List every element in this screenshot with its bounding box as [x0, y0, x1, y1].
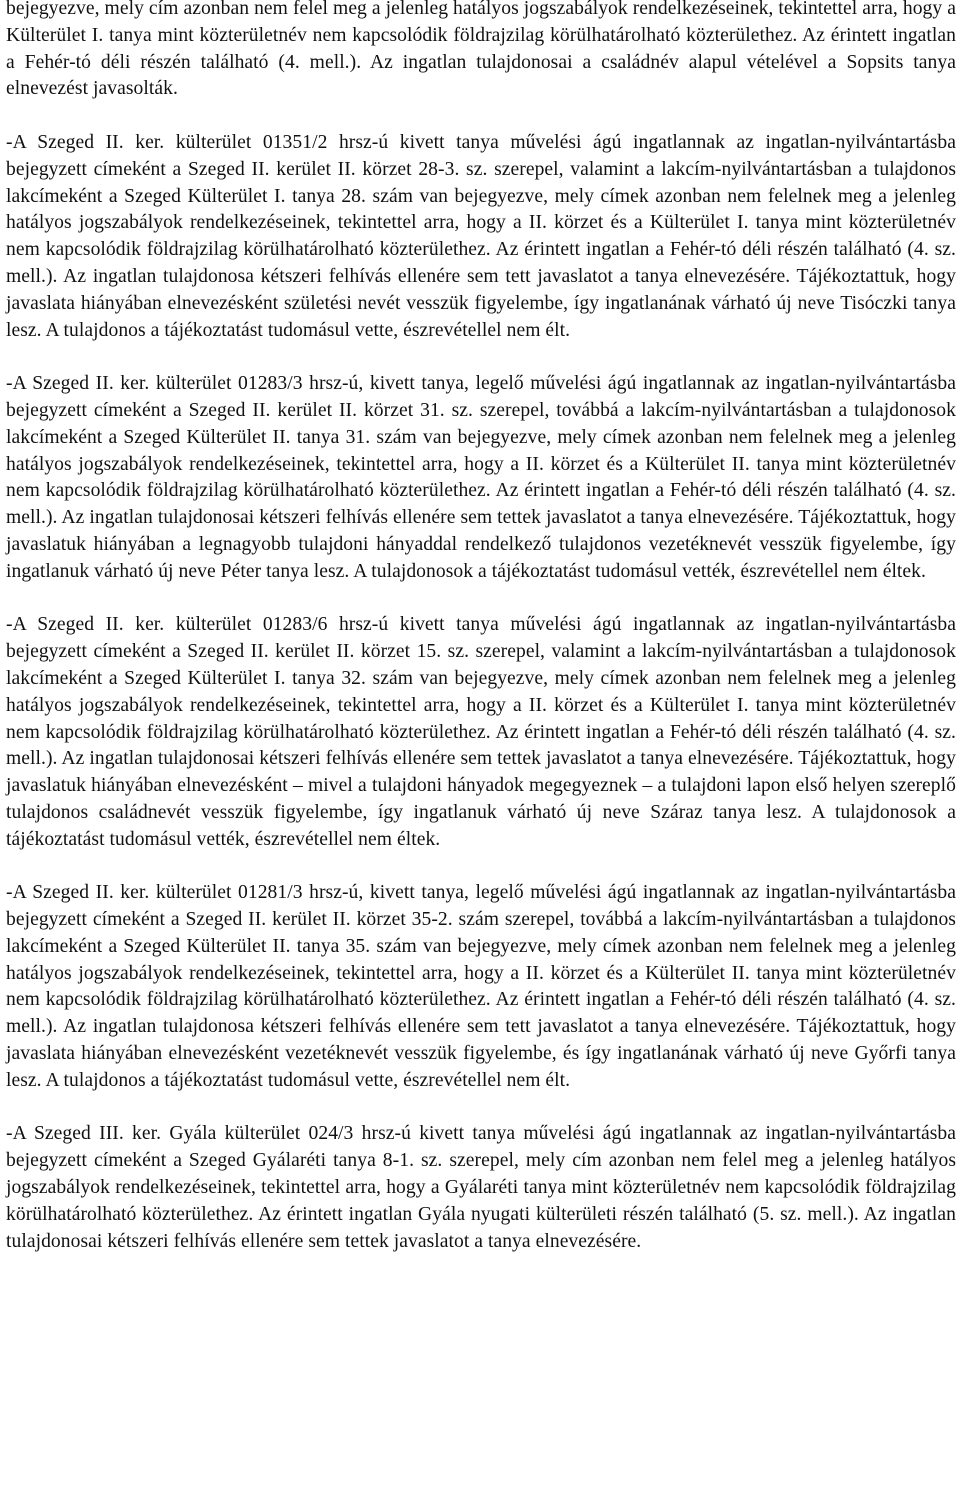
paragraph-intro: bejegyezve, mely cím azonban nem felel meg a jelenleg hatályos jogszabályok rendelkezéseinek, tekintettel arra, hogy a Külterület I. tanya mint közterületnév nem kapcsolódik földrajzilag körülhatárolható közterülethez. Az érintett ingatlan a Fehér-tó déli részén található (4. mell.). Az ingatlan tulajdonosai a családnév alapul vételével a Sopsits tanya elnevezést javasolták. — [6, 0, 956, 100]
paragraph-024-3: -A Szeged III. ker. Gyála külterület 024/3 hrsz-ú kivett tanya művelési ágú ingatlannak az ingatlan-nyilvántartásba bejegyzett címeként a Szeged Gyálaréti tanya 8-1. sz. szerepel, mely cím azonban nem felel meg a jelenleg hatályos jogszabályok rendelkezéseinek, tekintettel arra, hogy a Gyálaréti tanya mint közterületnév nem kapcsolódik földrajzilag körülhatárolható közterülethez. Az érintett ingatlan Gyála nyugati külterületi részén található (5. sz. mell.). Az ingatlan tulajdonosai kétszeri felhívás ellenére sem tettek javaslatot a tanya elnevezésére. — [6, 1123, 956, 1252]
document-page — [6, 0, 956, 1282]
paragraph-01351-2: -A Szeged II. ker. külterület 01351/2 hrsz-ú kivett tanya művelési ágú ingatlannak az ingatlan-nyilvántartásba bejegyzett címeként a Szeged II. kerület II. körzet 28-3. sz. szerepel, valamint a lakcím-nyilvántartásban a tulajdonos lakcímeként a Szeged Külterület I. tanya 28. szám van bejegyezve, mely címek azonban nem felelnek meg a jelenleg hatályos jogszabályok rendelkezéseinek, tekintettel arra, hogy a II. körzet és a Külterület I. tanya mint közterületnév nem kapcsolódik földrajzilag körülhatárolható közterülethez. Az érintett ingatlan a Fehér-tó déli részén található (4. sz. mell.). Az ingatlan tulajdonosa kétszeri felhívás ellenére sem tett javaslatot a tanya elnevezésére. Tájékoztattuk, hogy javaslata hiányában elnevezésként születési nevét vesszük figyelembe, így ingatlanának várható új neve Tisóczki tanya lesz. A tulajdonos a tájékoztatást tudomásul vette, észrevétellel nem élt. — [6, 131, 956, 341]
paragraph-01283-6: -A Szeged II. ker. külterület 01283/6 hrsz-ú kivett tanya művelési ágú ingatlannak az ingatlan-nyilvántartásba bejegyzett címeként a Szeged II. kerület II. körzet 15. sz. szerepel, valamint a lakcím-nyilvántartásban a tulajdonosok lakcímeként a Szeged Külterület I. tanya 32. szám van bejegyezve, mely címek azonban nem felelnek meg a jelenleg hatályos jogszabályok rendelkezéseinek, tekintettel arra, hogy a II. körzet és a Külterület I. tanya mint közterületnév nem kapcsolódik földrajzilag körülhatárolható közterülethez. Az érintett ingatlan a Fehér-tó déli részén található (4. sz. mell.). Az ingatlan tulajdonosai kétszeri felhívás ellenére sem tettek javaslatot a tanya elnevezésére. Tájékoztattuk, hogy javaslatuk hiányában elnevezésként – mivel a tulajdoni hányadok megegyeznek – a tulajdoni lapon első helyen szereplő tulajdonos családnevét vesszük figyelembe, így ingatlanuk várható új neve Száraz tanya lesz. A tulajdonosok a tájékoztatást tudomásul vették, észrevétellel nem éltek. — [6, 614, 956, 850]
paragraph-01283-3: -A Szeged II. ker. külterület 01283/3 hrsz-ú, kivett tanya, legelő művelési ágú ingatlannak az ingatlan-nyilvántartásba bejegyzett címeként a Szeged II. kerület II. körzet 31. sz. szerepel, továbbá a lakcím-nyilvántartásban a tulajdonosok lakcímeként a Szeged Külterület II. tanya 31. szám van bejegyezve, mely címek azonban nem felelnek meg a jelenleg hatályos jogszabályok rendelkezéseinek, tekintettel arra, hogy a II. körzet és a Külterület II. tanya mint közterületnév nem kapcsolódik földrajzilag körülhatárolható közterülethez. Az érintett ingatlan a Fehér-tó déli részén található (4. sz. mell.). Az ingatlan tulajdonosai kétszeri felhívás ellenére sem tettek javaslatot a tanya elnevezésére. Tájékoztattuk, hogy javaslatuk hiányában a legnagyobb tulajdoni hányaddal rendelkező tulajdonos vezetéknevét vesszük figyelembe, így ingatlanuk várható új neve Péter tanya lesz. A tulajdonosok a tájékoztatást tudomásul vették, észrevétellel nem éltek. — [6, 373, 956, 582]
paragraph-01281-3: -A Szeged II. ker. külterület 01281/3 hrsz-ú, kivett tanya, legelő művelési ágú ingatlannak az ingatlan-nyilvántartásba bejegyzett címeként a Szeged II. kerület II. körzet 35-2. szám szerepel, továbbá a lakcím-nyilvántartásban a tulajdonos lakcímeként a Szeged Külterület II. tanya 35. szám van bejegyezve, mely címek azonban nem felelnek meg a jelenleg hatályos jogszabályok rendelkezéseinek, tekintettel arra, hogy a II. körzet és a Külterület II. tanya mint közterületnév nem kapcsolódik földrajzilag körülhatárolható közterülethez. Az érintett ingatlan a Fehér-tó déli részén található (4. sz. mell.). Az ingatlan tulajdonosa kétszeri felhívás ellenére sem tett javaslatot a tanya elnevezésére. Tájékoztattuk, hogy javaslata hiányában elnevezésként vezetéknevét vesszük figyelembe, és így ingatlanának várható új neve Győrfi tanya lesz. A tulajdonos a tájékoztatást tudomásul vette, észrevétellel nem élt. — [6, 882, 956, 1091]
